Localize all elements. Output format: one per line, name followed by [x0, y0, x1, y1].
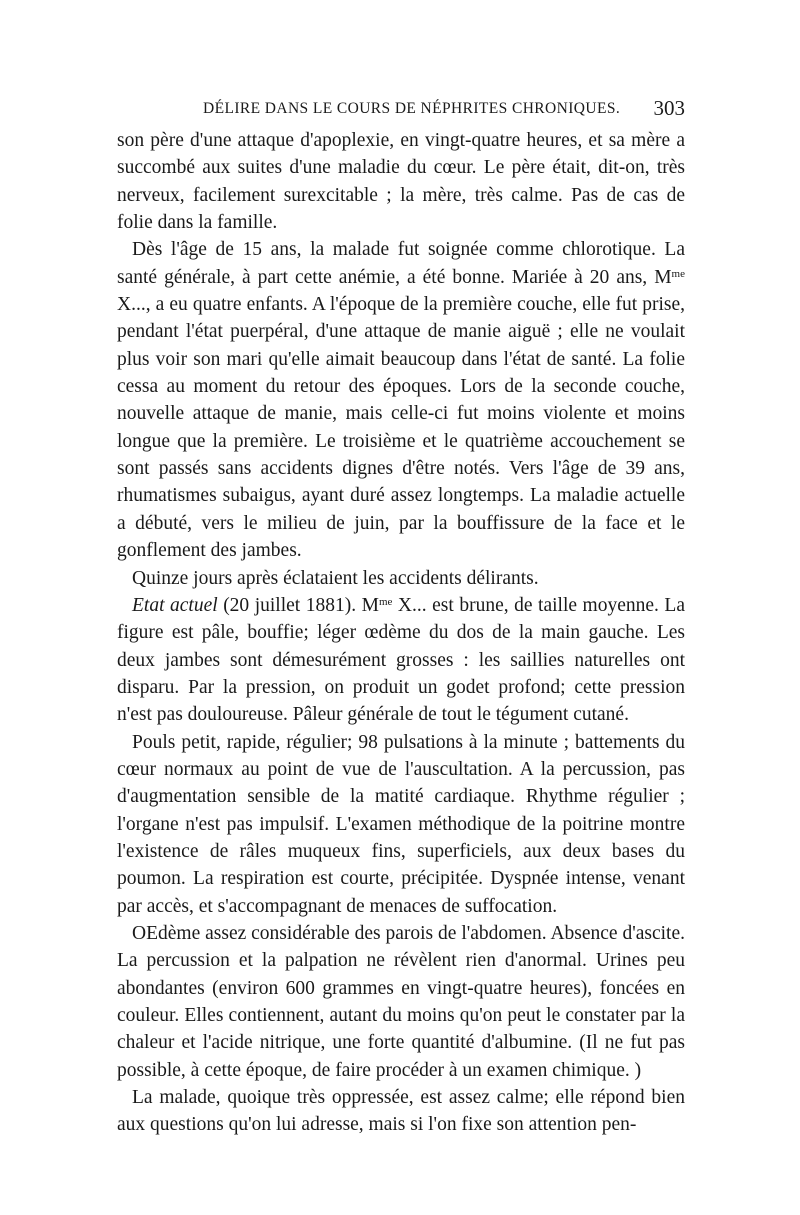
paragraph-text: Quinze jours après éclataient les accidents délirants.	[132, 567, 539, 589]
paragraph-1	[117, 127, 685, 236]
paragraph-text: Pouls petit, rapide, régulier; 98 pulsations à la minute ; battements du cœur normaux au point de vue de l'auscultation. A la percussion, pas d'augmentation sensible de la matité cardiaque. Rhythme régulier ; l'organe n'est pas impulsif. L'examen méthodique de la poitrine montre l'existence de râles muqueux fins, superficiels, aux deux bases du poumon. La respiration est courte, précipitée. Dyspnée intense, venant par accès, et s'accompagnant de menaces de suffocation.	[117, 731, 685, 917]
running-title: DÉLIRE DANS LE COURS DE NÉPHRITES CHRONIQUES.	[203, 100, 621, 117]
paragraph-3	[117, 565, 685, 592]
italic-heading: Etat actuel	[132, 594, 218, 616]
page-header	[117, 96, 685, 124]
paragraph-text: La malade, quoique très oppressée, est assez calme; elle répond bien aux questions qu'on lui adresse, mais si l'on fixe son attention pen-	[117, 1087, 685, 1136]
paragraph-7	[117, 1084, 685, 1139]
superscript: me	[671, 267, 685, 280]
paragraph-5	[117, 729, 685, 920]
paragraph-6	[117, 920, 685, 1084]
paragraph-2	[117, 236, 685, 564]
body-text	[117, 127, 685, 1139]
page-number: 303	[653, 96, 685, 120]
paragraph-4	[117, 592, 685, 729]
paragraph-text: X..., a eu quatre enfants. A l'époque de la première couche, elle fut prise, pendant l'état puerpéral, d'une attaque de manie aiguë ; elle ne voulait plus voir son mari qu'elle aimait beaucoup dans l'état de santé. La folie cessa au moment du retour des époques. Lors de la seconde couche, nouvelle attaque de manie, mais celle-ci fut moins violente et moins longue que la première. Le troisième et le quatrième accouchement se sont passés sans accidents dignes d'être notés. Vers l'âge de 39 ans, rhumatismes subaigus, ayant duré assez longtemps. La maladie actuelle a débuté, vers le milieu de juin, par la bouffissure de la face et le gonflement des jambes.	[117, 294, 685, 562]
paragraph-text: Dès l'âge de 15 ans, la malade fut soignée comme chlorotique. La santé générale, à part cette anémie, a été bonne. Mariée à 20 ans, M	[117, 239, 685, 288]
paragraph-text: X... est brune, de taille moyenne. La figure est pâle, bouffie; léger œdème du dos de la main gauche. Les deux jambes sont démesurément grosses : les saillies naturelles ont disparu. Par la pression, on produit un godet profond; cette pression n'est pas douloureuse. Pâleur générale de tout le tégument cutané.	[117, 594, 685, 726]
paragraph-text: (20 juillet 1881). M	[217, 594, 379, 616]
paragraph-text: son père d'une attaque d'apoplexie, en vingt-quatre heures, et sa mère a succombé aux suites d'une maladie du cœur. Le père était, dit-on, très nerveux, facilement surexcitable ; la mère, très calme. Pas de cas de folie dans la famille.	[117, 130, 685, 234]
paragraph-text: OEdème assez considérable des parois de l'abdomen. Absence d'ascite. La percussion et la palpation ne révèlent rien d'anormal. Urines peu abondantes (environ 600 grammes en vingt-quatre heures), foncées en couleur. Elles contiennent, autant du moins qu'on peut le constater par la chaleur et l'acide nitrique, une forte quantité d'albumine. (Il ne fut pas possible, à cette époque, de faire procéder à un examen chimique. )	[117, 922, 685, 1081]
superscript: me	[378, 595, 393, 608]
